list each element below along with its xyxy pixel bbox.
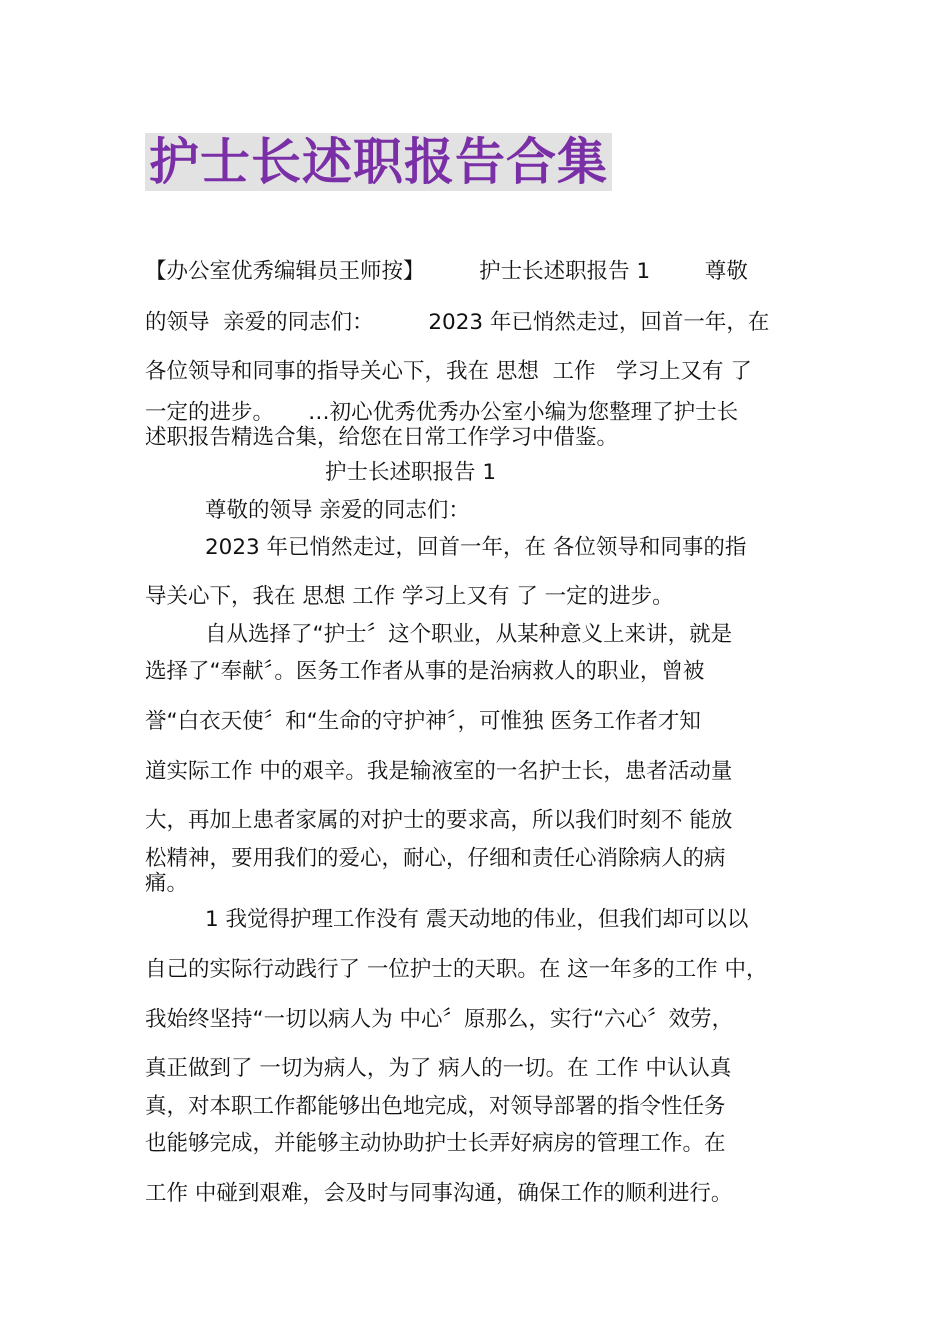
salutation: 尊敬的领导 亲爱的同志们： (205, 498, 470, 523)
body-line: 真，对本职工作都能够出色地完成，对领导部署的指令性任务 (145, 1094, 726, 1119)
intro-line: 的领导 亲爱的同志们： 2023 年已悄然走过，回首一年，在 (145, 310, 770, 335)
intro-line: 一定的进步。 …初心优秀优秀办公室小编为您整理了护士长 (145, 400, 739, 425)
intro-line: 述职报告精选合集，给您在日常工作学习中借鉴。 (145, 425, 619, 450)
body-line: 痛。 (145, 871, 189, 896)
body-line: 我始终坚持“一切以病人为 中心〞原那么，实行“六心〞效劳， (145, 1007, 734, 1032)
intro-line: 各位领导和同事的指导关心下，我在 思想 工作 学习上又有 了 (145, 359, 752, 384)
body-line: 自从选择了“护士〞这个职业，从某种意义上来讲，就是 (205, 622, 733, 647)
section-heading: 护士长述职报告 1 (325, 460, 497, 485)
body-line: 誉“白衣天使〞和“生命的守护神〞，可惟独 医务工作者才知 (145, 709, 701, 734)
body-line: 大，再加上患者家属的对护士的要求高，所以我们时刻不 能放 (145, 808, 733, 833)
body-line: 真正做到了 一切为病人，为了 病人的一切。在 工作 中认认真 (145, 1056, 732, 1081)
body-line: 2023 年已悄然走过，回首一年，在 各位领导和同事的指 (205, 535, 747, 560)
body-line: 松精神，要用我们的爱心，耐心，仔细和责任心消除病人的病 (145, 846, 726, 871)
body-line: 工作 中碰到艰难，会及时与同事沟通，确保工作的顺利进行。 (145, 1181, 733, 1206)
body-line: 导关心下，我在 思想 工作 学习上又有 了 一定的进步。 (145, 584, 674, 609)
body-line: 道实际工作 中的艰辛。我是输液室的一名护士长，患者活动量 (145, 759, 733, 784)
body-line: 也能够完成，并能够主动协助护士长弄好病房的管理工作。在 (145, 1131, 726, 1156)
body-line: 选择了“奉献〞。医务工作者从事的是治病救人的职业，曾被 (145, 659, 705, 684)
body-line: 1 我觉得护理工作没有 震天动地的伟业，但我们却可以以 (205, 907, 749, 932)
body-line: 自己的实际行动践行了 一位护士的天职。在 这一年多的工作 中， (145, 957, 768, 982)
intro-line: 【办公室优秀编辑员王师按】 护士长述职报告 1 尊敬 (145, 259, 748, 284)
document-title: 护士长述职报告合集 (145, 133, 612, 191)
